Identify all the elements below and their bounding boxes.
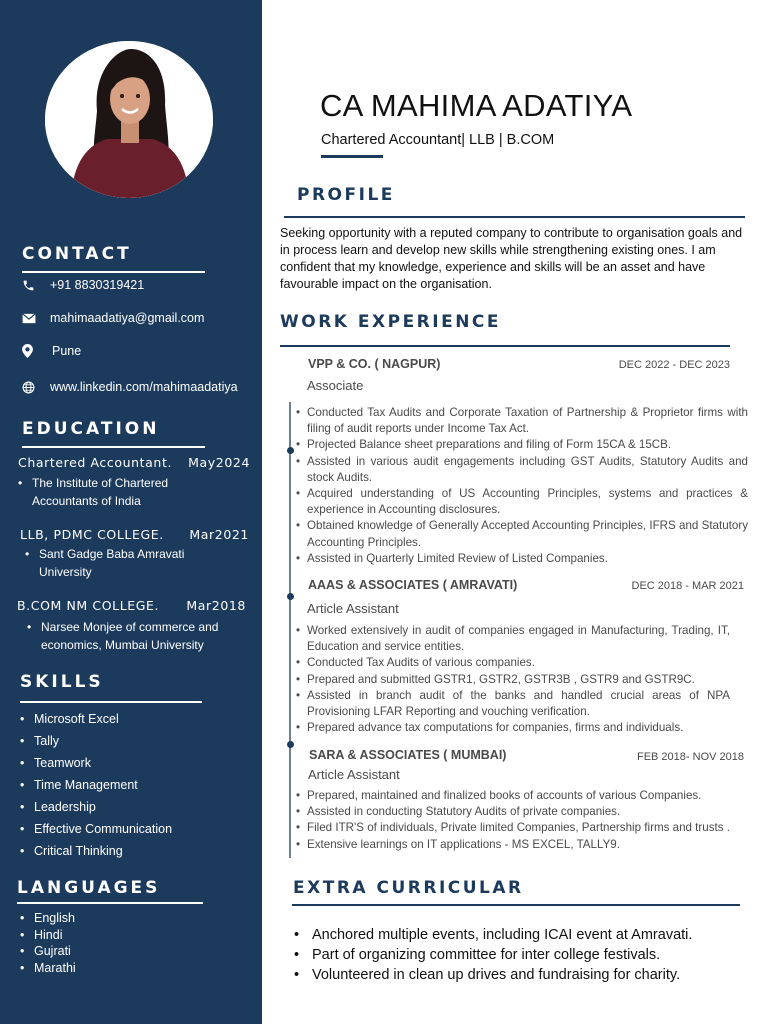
contact-divider bbox=[22, 271, 205, 273]
job-dates: FEB 2018- NOV 2018 bbox=[636, 751, 744, 763]
languages-heading: LANGUAGES bbox=[17, 878, 161, 898]
list-item: • Prepared and submitted GSTR1, GSTR2, GSTR3B , GSTR9 and GSTR9C. bbox=[296, 672, 730, 688]
list-item: • Prepared, maintained and finalized books of accounts of various Companies. bbox=[296, 788, 748, 804]
extra-curricular-heading: EXTRA CURRICULAR bbox=[293, 878, 524, 898]
extra-curricular-list bbox=[292, 925, 692, 985]
location-pin-icon bbox=[22, 344, 40, 358]
job-duties bbox=[296, 405, 748, 567]
job-role: Article Assistant bbox=[308, 767, 400, 782]
list-item: • Critical Thinking bbox=[20, 840, 172, 862]
list-item: • English bbox=[20, 910, 76, 927]
list-item: • Effective Communication bbox=[20, 818, 172, 840]
job-company: SARA & ASSOCIATES ( MUMBAI) bbox=[309, 748, 507, 762]
languages-divider bbox=[17, 902, 203, 904]
education-entry-bcom bbox=[17, 598, 246, 613]
education-title: B.COM NM COLLEGE. bbox=[17, 598, 160, 613]
work-experience-divider bbox=[280, 345, 730, 347]
timeline-line bbox=[289, 402, 291, 858]
list-item: • Obtained knowledge of Generally Accepted Accounting Principles, IFRS and Statutory Accounting Principles. bbox=[296, 518, 748, 550]
contact-website-text: www.linkedin.com/mahimaadatiya bbox=[50, 380, 238, 394]
sidebar bbox=[0, 0, 262, 1024]
list-item: • Extensive learnings on IT applications - MS EXCEL, TALLY9. bbox=[296, 837, 748, 853]
list-item: • Hindi bbox=[20, 927, 76, 944]
education-title: Chartered Accountant. bbox=[18, 455, 173, 470]
work-experience-heading: WORK EXPERIENCE bbox=[280, 312, 502, 332]
contact-phone-text: +91 8830319421 bbox=[50, 278, 145, 292]
candidate-name: CA MAHIMA ADATIYA bbox=[320, 88, 633, 123]
list-item: • Assisted in various audit engagements including GST Audits, Statutory Audits and stock Audits. bbox=[296, 454, 748, 486]
list-item: • Anchored multiple events, including ICAI event at Amravati. bbox=[292, 925, 692, 945]
list-item: • Gujrati bbox=[20, 943, 76, 960]
job-company: AAAS & ASSOCIATES ( AMRAVATI) bbox=[308, 578, 518, 592]
skills-heading: SKILLS bbox=[20, 672, 104, 692]
job-company: VPP & CO. ( NAGPUR) bbox=[308, 357, 441, 371]
education-entry-ca bbox=[18, 455, 250, 470]
list-item: • Marathi bbox=[20, 960, 76, 977]
mail-icon bbox=[22, 311, 40, 325]
timeline-dot bbox=[287, 741, 294, 748]
job-dates: DEC 2022 - DEC 2023 bbox=[618, 359, 730, 371]
contact-email[interactable] bbox=[22, 311, 204, 325]
candidate-subtitle: Chartered Accountant| LLB | B.COM bbox=[321, 132, 555, 148]
profile-photo bbox=[45, 41, 213, 198]
list-item: • Projected Balance sheet preparations and filing of Form 15CA & 15CB. bbox=[296, 437, 748, 453]
job-duties bbox=[296, 788, 748, 853]
education-heading: EDUCATION bbox=[22, 419, 160, 439]
contact-email-text: mahimaadatiya@gmail.com bbox=[50, 311, 205, 325]
contact-phone[interactable] bbox=[22, 278, 144, 292]
education-detail: • The Institute of Chartered Accountants of India bbox=[18, 476, 169, 508]
list-item: • Time Management bbox=[20, 774, 172, 796]
timeline-dot bbox=[287, 593, 294, 600]
globe-icon bbox=[22, 380, 40, 394]
list-item: • Conducted Tax Audits and Corporate Taxation of Partnership & Proprietor firms with filing of audit reports under Income Tax Act. bbox=[296, 405, 748, 437]
job-duties bbox=[296, 623, 730, 736]
list-item: • Assisted in branch audit of the banks and handled crucial areas of NPA Provisioning LFAR Reporting and vouching verification. bbox=[296, 688, 730, 720]
languages-list bbox=[20, 910, 76, 976]
list-item: • Teamwork bbox=[20, 752, 172, 774]
list-item: • Assisted in Quarterly Limited Review of Listed Companies. bbox=[296, 551, 748, 567]
education-year: Mar2021 bbox=[189, 527, 249, 542]
skills-list bbox=[20, 708, 172, 862]
list-item: • Acquired understanding of US Accounting Principles, systems and practices & experience in Accounting disclosures. bbox=[296, 486, 748, 518]
contact-location-text: Pune bbox=[52, 344, 82, 358]
list-item: • Prepared advance tax computations for companies, firms and individuals. bbox=[296, 720, 730, 736]
list-item: • Filed ITR'S of individuals, Private limited Companies, Partnership firms and trusts . bbox=[296, 820, 748, 836]
education-title: LLB, PDMC COLLEGE. bbox=[20, 527, 164, 542]
list-item: • Microsoft Excel bbox=[20, 708, 172, 730]
profile-divider bbox=[284, 216, 745, 218]
profile-summary: Seeking opportunity with a reputed company to contribute to organisation goals and in process learn and develop new skills while strengthening existing ones. I am confident that my knowledge, experience and skills will be an asset and have favourable impact on the organisation. bbox=[280, 226, 743, 291]
education-year: Mar2018 bbox=[186, 598, 246, 613]
extra-curricular-divider bbox=[292, 904, 740, 906]
timeline-dot bbox=[287, 447, 294, 454]
subtitle-underline bbox=[321, 155, 383, 158]
profile-heading: PROFILE bbox=[297, 185, 395, 205]
contact-heading: CONTACT bbox=[22, 244, 132, 264]
job-role: Article Assistant bbox=[307, 601, 399, 616]
skills-divider bbox=[20, 701, 202, 703]
contact-location bbox=[22, 344, 81, 358]
education-year: May2024 bbox=[188, 455, 250, 470]
job-role: Associate bbox=[307, 378, 364, 393]
education-detail: • Narsee Monjee of commerce and economics, Mumbai University bbox=[27, 620, 219, 652]
list-item: • Worked extensively in audit of companies engaged in Manufacturing, Trading, IT, Education and service entities. bbox=[296, 623, 730, 655]
education-detail: • Sant Gadge Baba Amravati University bbox=[25, 547, 185, 579]
education-divider bbox=[22, 446, 205, 448]
list-item: • Assisted in conducting Statutory Audits of private companies. bbox=[296, 804, 748, 820]
list-item: • Conducted Tax Audits of various companies. bbox=[296, 655, 730, 671]
phone-icon bbox=[22, 278, 40, 292]
list-item: • Leadership bbox=[20, 796, 172, 818]
list-item: • Tally bbox=[20, 730, 172, 752]
job-dates: DEC 2018 - MAR 2021 bbox=[631, 580, 744, 592]
list-item: • Part of organizing committee for inter college festivals. bbox=[292, 945, 692, 965]
contact-website[interactable] bbox=[22, 380, 238, 394]
education-entry-llb bbox=[20, 527, 249, 542]
list-item: • Volunteered in clean up drives and fundraising for charity. bbox=[292, 965, 692, 985]
